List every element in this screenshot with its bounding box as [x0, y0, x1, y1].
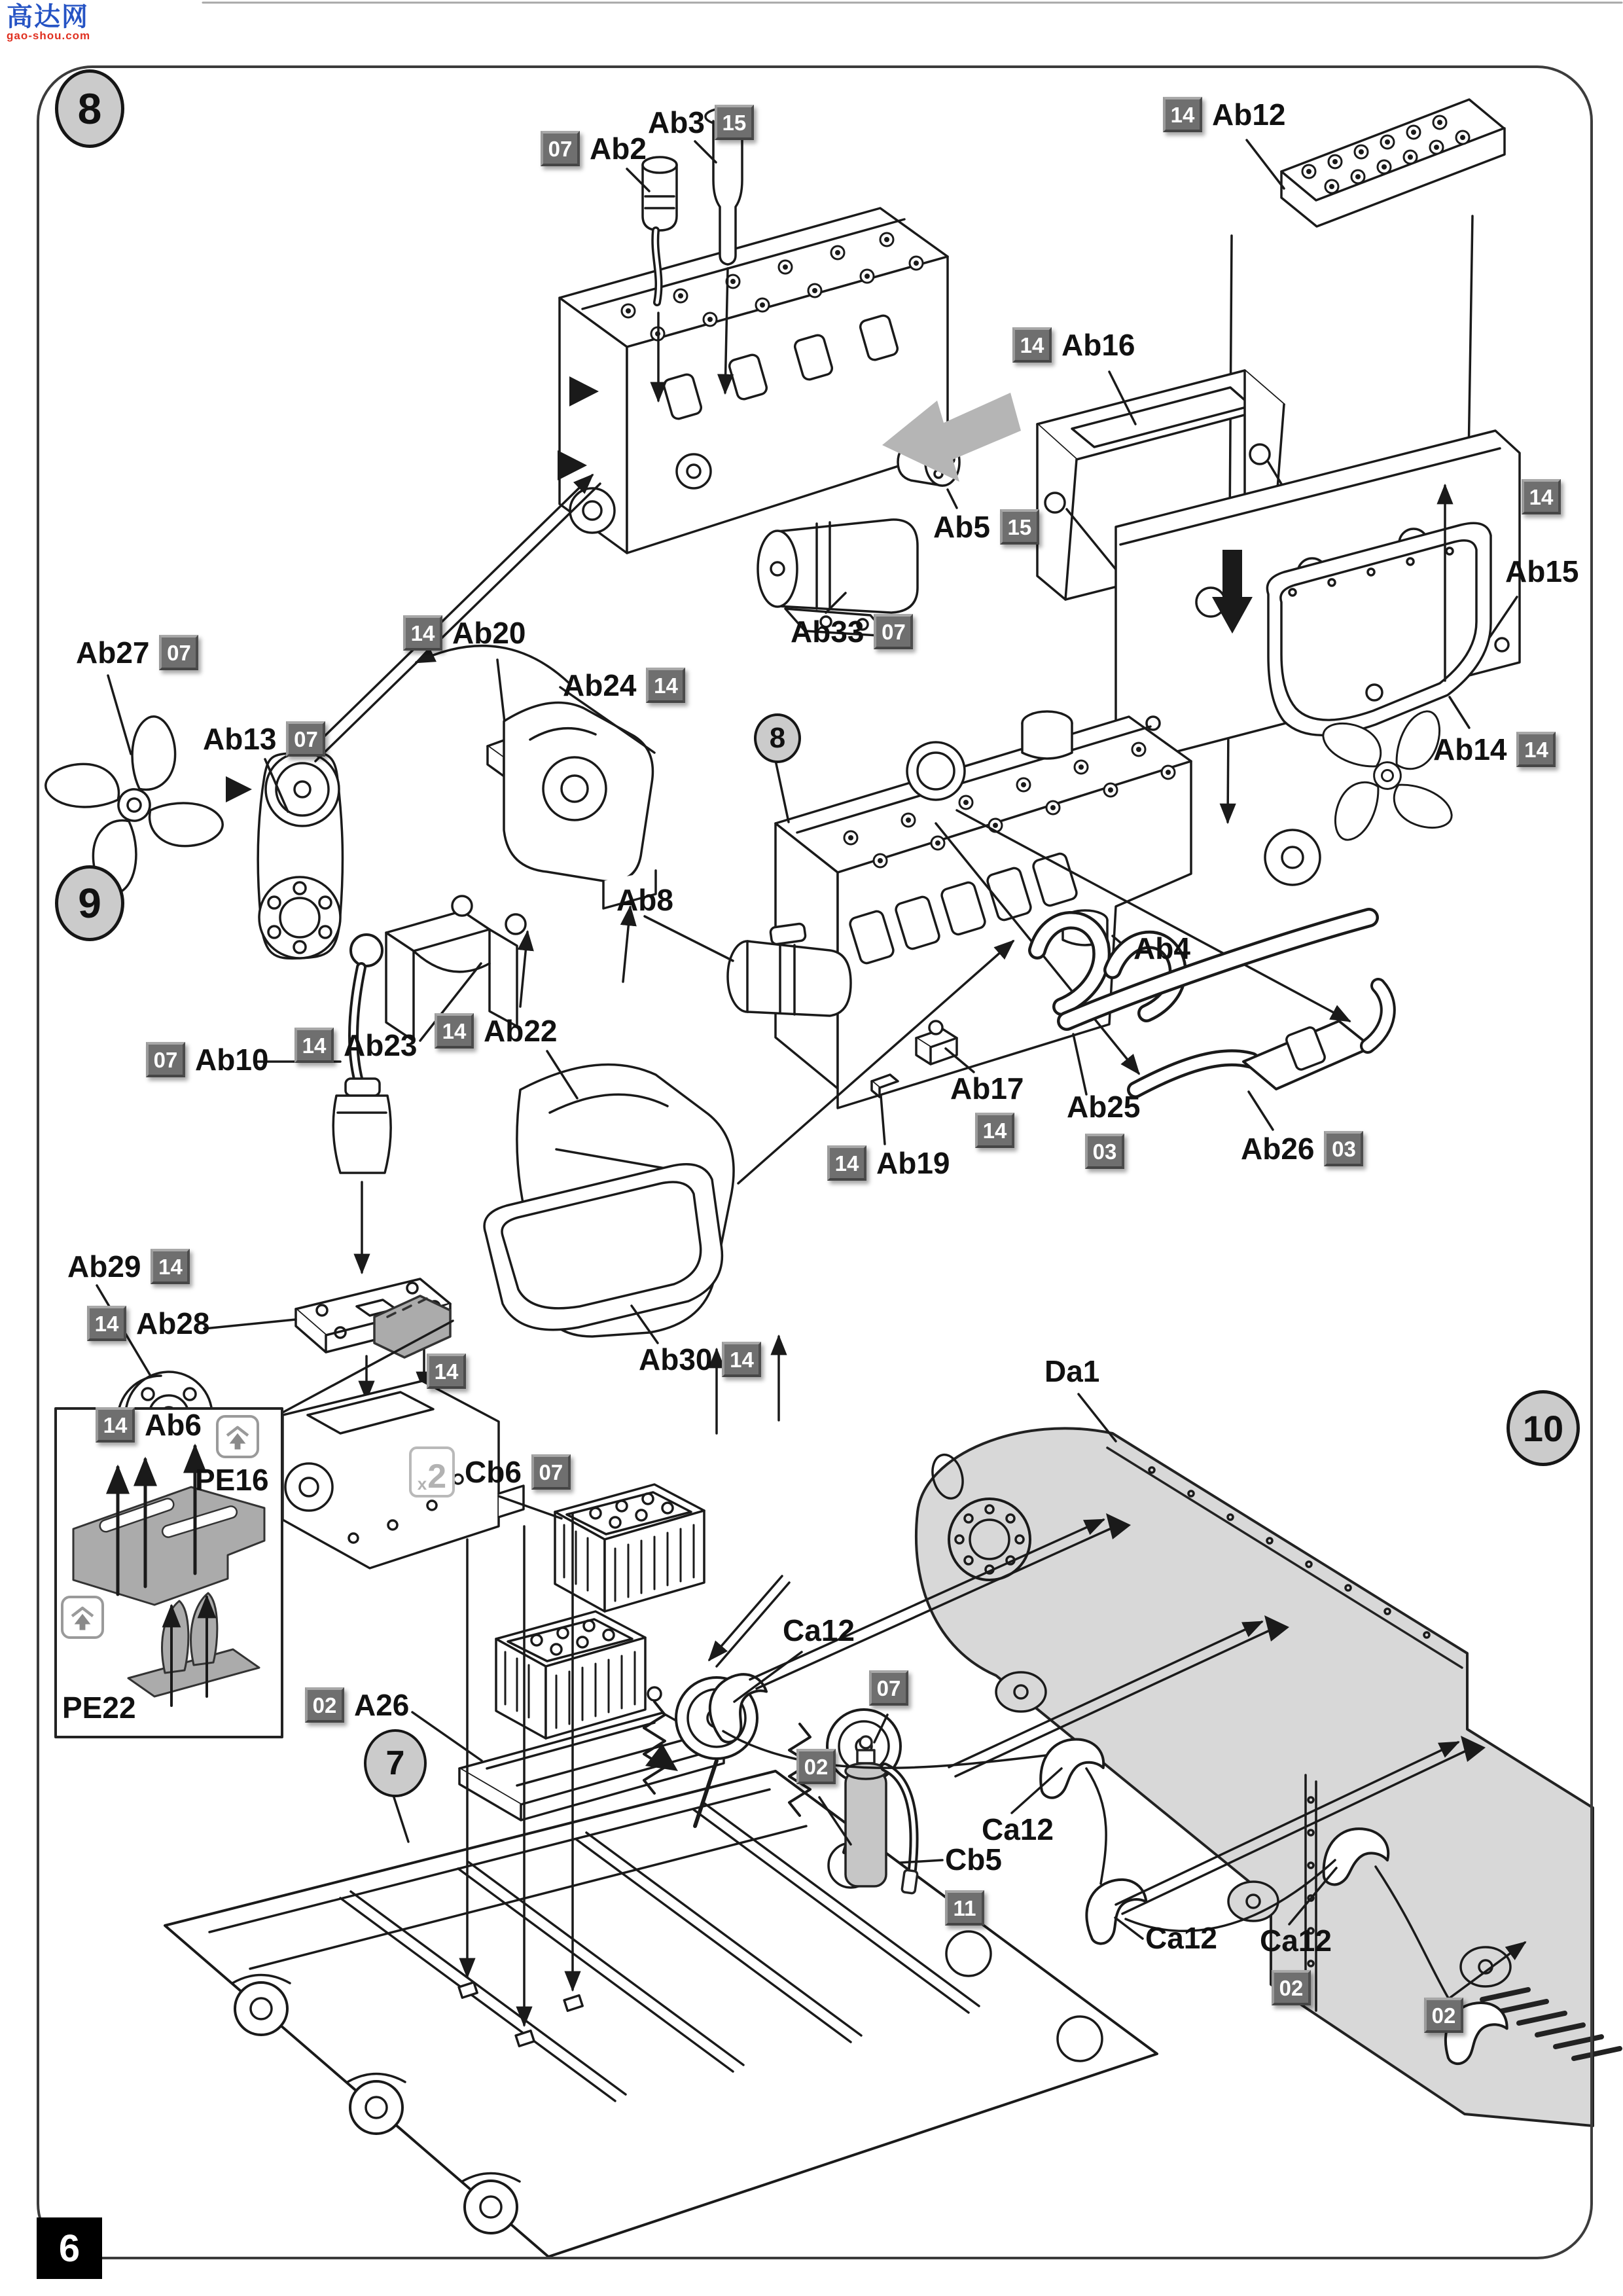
color-badge: 14 — [427, 1354, 466, 1389]
color-badge: 14 — [975, 1113, 1014, 1148]
watermark — [7, 4, 90, 41]
color-badge: 03 — [1324, 1131, 1363, 1166]
label-ab28 — [87, 1306, 209, 1341]
part-code: Ab23 — [344, 1028, 418, 1062]
label-ab33 — [791, 614, 913, 649]
part-code: Ab15 — [1505, 554, 1579, 588]
label-ab25-badge — [1085, 1134, 1124, 1169]
color-badge: 02 — [1424, 1998, 1463, 2033]
part-code: Ab27 — [76, 636, 150, 670]
part-code: PE22 — [62, 1691, 136, 1725]
color-badge: 14 — [151, 1249, 190, 1284]
label-ab20 — [403, 615, 526, 651]
color-badge: 07 — [286, 721, 325, 757]
label-ab5 — [933, 509, 1039, 545]
color-badge: 15 — [1000, 509, 1039, 545]
label-ab17 — [950, 1073, 1024, 1103]
color-badge: 14 — [403, 615, 442, 651]
part-code: Ab19 — [876, 1146, 950, 1180]
color-badge: 14 — [722, 1342, 761, 1377]
label-pe22 — [62, 1693, 136, 1723]
label-ab19 — [827, 1145, 950, 1181]
color-badge: 14 — [646, 668, 685, 703]
fold-icon — [61, 1596, 104, 1639]
part-code: Ab6 — [145, 1408, 202, 1442]
label-ab10 — [146, 1042, 268, 1077]
label-ab24 — [563, 668, 685, 703]
label-ab4 — [1133, 933, 1190, 963]
part-code: Ab30 — [639, 1342, 713, 1376]
x2-multiplier: x 2 — [409, 1446, 455, 1498]
label-ext-07-badge — [869, 1670, 908, 1706]
part-code: Ab25 — [1067, 1090, 1141, 1124]
part-code: Ab5 — [933, 510, 990, 544]
part-code: Ca12 — [1145, 1921, 1217, 1955]
part-code: Ca12 — [783, 1613, 855, 1647]
label-ca12-3 — [1145, 1923, 1217, 1953]
part-code: Ab17 — [950, 1071, 1024, 1105]
label-ab13 — [203, 721, 325, 757]
label-ab30 — [639, 1342, 761, 1377]
color-badge: 02 — [1272, 1970, 1311, 2005]
color-badge: 15 — [715, 105, 754, 140]
label-ab16 — [1012, 327, 1135, 363]
part-code: Cb6 — [465, 1455, 522, 1489]
label-a26 — [305, 1687, 409, 1723]
label-ab14 — [1433, 732, 1556, 767]
label-cb5 — [945, 1844, 1002, 1874]
page-number: 6 — [37, 2217, 102, 2279]
part-code: Da1 — [1044, 1354, 1100, 1388]
part-code: Ab3 — [648, 105, 705, 139]
label-ab27 — [76, 635, 198, 670]
color-badge: 07 — [159, 635, 198, 670]
label-ab23 — [294, 1028, 417, 1063]
label-11-badge — [945, 1890, 984, 1926]
label-ab3 — [648, 105, 754, 140]
part-code: A26 — [354, 1688, 410, 1722]
label-ab17-badge — [975, 1113, 1014, 1148]
part-code: Ab10 — [195, 1043, 269, 1077]
label-ab26 — [1241, 1131, 1363, 1166]
part-code: Ab26 — [1241, 1132, 1315, 1166]
color-badge: 02 — [796, 1749, 836, 1784]
color-badge: 02 — [305, 1687, 344, 1723]
color-badge: 14 — [1012, 327, 1052, 363]
label-ab15-badge — [1522, 479, 1561, 514]
part-code: Cb5 — [945, 1842, 1002, 1876]
label-ab12 — [1163, 97, 1285, 132]
color-badge: 14 — [1516, 732, 1556, 767]
label-ca12-4-02-badge — [1272, 1970, 1311, 2005]
label-ab2 — [541, 131, 647, 166]
color-badge: 14 — [1522, 479, 1561, 514]
part-code: Ab2 — [590, 132, 647, 166]
part-code: Ab22 — [484, 1014, 558, 1048]
color-badge: 14 — [435, 1013, 474, 1049]
part-code: Ab14 — [1433, 732, 1507, 766]
fold-icon — [216, 1415, 259, 1458]
color-badge: 14 — [96, 1407, 135, 1443]
step-8-marker: 8 — [55, 69, 124, 148]
watermark-logo: 高达网 — [7, 3, 89, 31]
part-code: Ab29 — [67, 1249, 141, 1283]
label-ab6 — [96, 1407, 202, 1443]
label-pe-insert-badge — [427, 1354, 466, 1389]
part-code: Ab28 — [136, 1306, 210, 1340]
label-ext-02-badge — [796, 1749, 836, 1784]
part-code: Ab12 — [1212, 98, 1286, 132]
color-badge: 07 — [869, 1670, 908, 1706]
step-8-ref-marker: 8 — [754, 713, 801, 763]
color-badge: 07 — [146, 1042, 185, 1077]
color-badge: 07 — [874, 614, 913, 649]
step-7-ref-marker: 7 — [364, 1729, 427, 1797]
color-badge: 11 — [945, 1890, 984, 1926]
part-code: Ab16 — [1061, 328, 1135, 362]
label-ca12-4 — [1260, 1926, 1332, 1956]
part-code: Ab20 — [452, 616, 526, 650]
label-ab8 — [616, 885, 673, 915]
color-badge: 14 — [294, 1028, 334, 1063]
part-code: Ab4 — [1133, 931, 1190, 965]
part-code: Ca12 — [982, 1812, 1054, 1846]
label-cb6 — [409, 1446, 571, 1498]
label-ca12-1 — [783, 1615, 855, 1645]
part-code: PE16 — [195, 1463, 269, 1497]
label-ab15 — [1505, 556, 1578, 586]
color-badge: 14 — [827, 1145, 866, 1181]
part-code: Ab33 — [791, 615, 865, 649]
step-9-marker: 9 — [55, 865, 124, 941]
color-badge: 07 — [531, 1454, 571, 1490]
color-badge: 07 — [541, 131, 580, 166]
color-badge: 14 — [87, 1306, 126, 1341]
color-badge: 03 — [1085, 1134, 1124, 1169]
part-code: Ca12 — [1260, 1924, 1332, 1958]
color-badge: 14 — [1163, 97, 1202, 132]
part-code: Ab13 — [203, 722, 277, 756]
label-ab29 — [67, 1249, 190, 1284]
label-ab25 — [1067, 1092, 1140, 1122]
part-code: Ab24 — [563, 668, 637, 702]
label-hull-02-badge — [1424, 1998, 1463, 2033]
label-da1 — [1044, 1356, 1099, 1386]
watermark-site: gao-shou.com — [7, 29, 91, 42]
label-ab22 — [435, 1013, 557, 1049]
label-ca12-2 — [982, 1814, 1054, 1844]
part-code: Ab8 — [616, 883, 673, 917]
label-pe16 — [195, 1465, 269, 1495]
step-10-marker: 10 — [1507, 1390, 1580, 1466]
